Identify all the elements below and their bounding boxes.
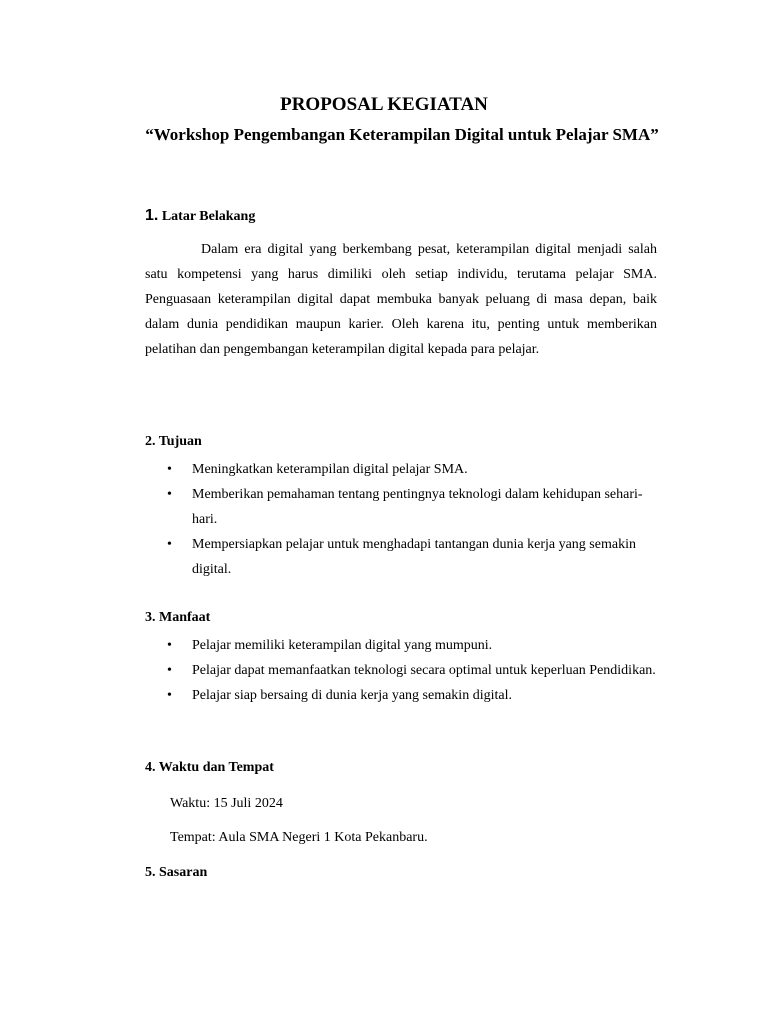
list-item-text: Pelajar dapat memanfaatkan teknologi secara optimal untuk keperluan Pendidikan. <box>192 663 656 678</box>
tujuan-list <box>145 457 665 582</box>
bullet-icon: • <box>167 663 172 678</box>
heading-waktu-tempat: 4. Waktu dan Tempat <box>145 760 274 775</box>
heading-manfaat: 3. Manfaat <box>145 610 211 625</box>
waktu-text: Waktu: 15 Juli 2024 <box>170 796 283 811</box>
heading-sasaran: 5. Sasaran <box>145 865 208 880</box>
list-item <box>145 457 665 482</box>
list-item <box>145 482 665 532</box>
bullet-icon: • <box>167 462 172 477</box>
list-item-text: Pelajar siap bersaing di dunia kerja yang semakin digital. <box>192 688 512 703</box>
list-item <box>145 683 665 708</box>
heading-label: Latar Belakang <box>161 209 256 224</box>
heading-tujuan: 2. Tujuan <box>145 434 202 449</box>
list-item <box>145 633 665 658</box>
bullet-icon: • <box>167 638 172 653</box>
bullet-icon: • <box>167 688 172 703</box>
list-item-text: Memberikan pemahaman tentang pentingnya teknologi dalam kehidupan sehari-hari. <box>192 487 643 527</box>
tempat-text: Tempat: Aula SMA Negeri 1 Kota Pekanbaru. <box>170 830 428 845</box>
bullet-icon: • <box>167 537 172 552</box>
list-item-text: Meningkatkan keterampilan digital pelajar SMA. <box>192 462 468 477</box>
heading-latar-belakang <box>145 205 255 228</box>
list-item-text: Mempersiapkan pelajar untuk menghadapi tantangan dunia kerja yang semakin digital. <box>192 537 636 577</box>
latar-belakang-paragraph: Dalam era digital yang berkembang pesat, keterampilan digital menjadi salah satu kompetensi yang harus dimiliki oleh setiap individu, terutama pelajar SMA. Penguasaan keterampilan digital dapat membuka banyak peluang di masa depan, baik dalam dunia pendidikan maupun karier. Oleh karena itu, penting untuk memberikan pelatihan dan pengembangan keterampilan digital kepada para pelajar. <box>145 242 657 357</box>
heading-number: 1. <box>145 207 159 224</box>
manfaat-list <box>145 633 665 708</box>
document-title: PROPOSAL KEGIATAN <box>280 94 488 115</box>
list-item <box>145 532 665 582</box>
bullet-icon: • <box>167 487 172 502</box>
list-item-text: Pelajar memiliki keterampilan digital yang mumpuni. <box>192 638 493 653</box>
list-item <box>145 658 665 683</box>
document-subtitle: “Workshop Pengembangan Keterampilan Digital untuk Pelajar SMA” <box>145 125 659 144</box>
